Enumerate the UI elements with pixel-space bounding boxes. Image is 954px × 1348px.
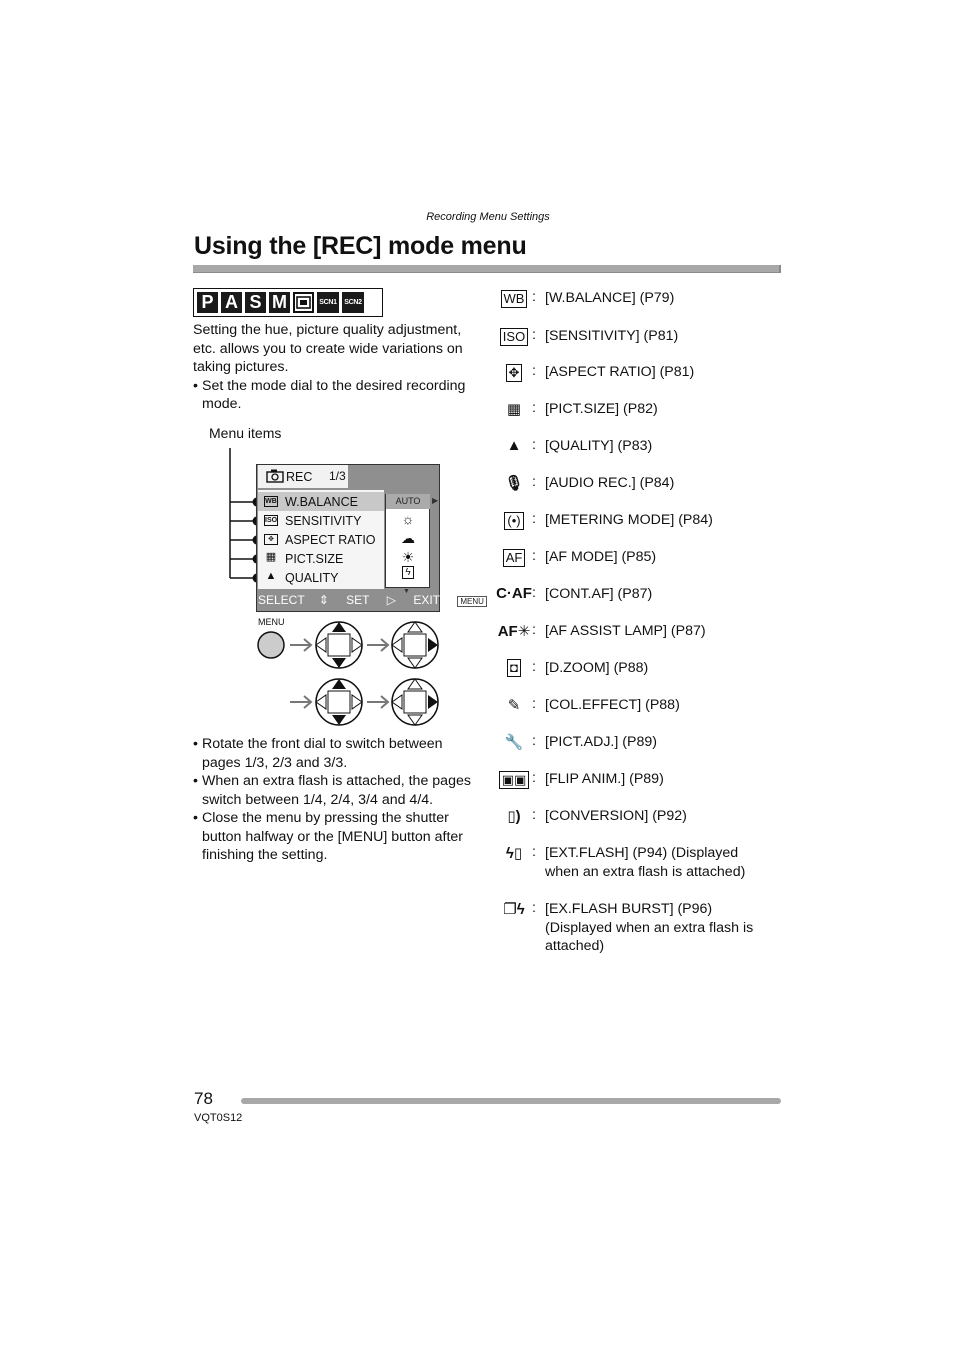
menu-entry: [SENSITIVITY] (P81) [545,328,679,344]
footer-rule [241,1098,781,1104]
note-item: • Close the menu by pressing the shutter button halfway or the [MENU] button after finishing the setting. [193,809,481,865]
ex-flash-burst-icon: ❐ϟ [503,901,525,918]
wb-icon: WB [499,290,529,308]
menu-button-label: MENU [258,617,285,627]
menu-entry: [CONT.AF] (P87) [545,586,653,602]
menu-entry: [PICT.ADJ.] (P89) [545,734,657,750]
title-rule [193,265,781,273]
lcd-footer [258,593,515,607]
wb-icon: WB [265,498,277,505]
running-header: Recording Menu Settings [426,211,550,223]
menu-entry: [FLIP ANIM.] (P89) [545,771,664,787]
cursor-pad-icon [316,679,362,725]
menu-entry: [EXT.FLASH] (P94) (Displayed when an extra flash is attached) [545,845,746,880]
cont-af-icon: C·AF [496,585,532,602]
lcd-item-label: SENSITIVITY [285,514,362,528]
page-title: Using the [REC] mode menu [194,232,527,260]
mode-m-icon: M [269,292,290,313]
sun-icon[interactable]: ☼ [401,511,415,527]
pict-size-icon: ▦ [265,551,277,563]
intro-text-block [193,321,481,414]
ext-flash-icon: ϟ▯ [505,845,523,862]
lcd-tab-label: REC [286,470,313,484]
cloud-icon[interactable]: ☁ [401,530,415,546]
col-effect-icon: ✎ [507,697,521,714]
flip-anim-icon: ▣▣ [499,771,529,789]
scene1-icon: SCN1 [317,292,339,313]
operation-sequence [255,618,445,728]
menu-entry: [METERING MODE] (P84) [545,512,713,528]
lcd-item-label: ASPECT RATIO [285,533,376,547]
lcd-item-label: QUALITY [285,571,339,585]
menu-entry: [D.ZOOM] (P88) [545,660,649,676]
submenu-right-arrow-icon: ▶ [432,496,439,505]
metering-icon: (•) [499,512,529,530]
lcd-footer-select: SELECT ⇕ [258,593,329,607]
mode-s-icon: S [245,292,266,313]
note-item: • Rotate the front dial to switch between pages 1/3, 2/3 and 3/3. [193,735,481,772]
microphone-icon: 🎙 [504,475,524,492]
mode-a-icon: A [221,292,242,313]
menu-entry: [CONVERSION] (P92) [545,808,687,824]
page-number: 78 [194,1089,213,1108]
mode-icon-strip [193,288,383,317]
intro-paragraph: Setting the hue, picture quality adjustment, etc. allows you to create wide variations on taking pictures. [193,322,463,375]
menu-entry: [W.BALANCE] (P79) [545,290,675,306]
submenu-down-arrow-icon: ▼ [403,588,410,595]
lcd-menu-item[interactable] [258,530,384,549]
menu-entry: [AF MODE] (P85) [545,549,657,565]
lcd-menu-item[interactable] [258,492,384,511]
lcd-footer-set: SET ▷ [346,593,396,607]
white-set-icon[interactable]: ϟ [386,567,430,578]
menu-entry: [EX.FLASH BURST] (P96) (Displayed when an extra flash is attached) [545,901,754,954]
menu-button-icon [258,632,284,658]
af-mode-icon: AF [499,549,529,567]
cursor-pad-icon [316,622,362,668]
wrench-icon: 🔧 [504,734,524,751]
lcd-item-label: W.BALANCE [285,495,358,509]
quality-icon: ▲ [506,437,522,454]
menu-entry: [AF ASSIST LAMP] (P87) [545,623,706,639]
camera-icon [266,469,284,483]
halogen-icon[interactable]: ☀ [401,549,415,565]
lcd-submenu-auto[interactable]: AUTO [386,494,430,509]
iso-icon: ISO [265,517,278,524]
cursor-pad-icon [392,679,438,725]
menu-items-callout-label: Menu items [209,425,282,441]
mode-p-icon: P [197,292,218,313]
menu-entry: [ASPECT RATIO] (P81) [545,364,695,380]
af-assist-icon: AF✳ [497,623,531,640]
menu-entry: [QUALITY] (P83) [545,438,653,454]
quality-icon: ▲ [265,570,277,582]
menu-entry: [AUDIO REC.] (P84) [545,475,675,491]
intro-bullet: • Set the mode dial to the desired recording mode. [193,377,481,414]
menu-entry: [COL.EFFECT] (P88) [545,697,680,713]
lcd-menu-item[interactable] [258,549,384,568]
lcd-page-indicator: 1/3 [329,469,346,483]
document-code: VQT0S12 [194,1112,243,1124]
aspect-ratio-icon: ✥ [499,364,529,382]
lcd-menu-item[interactable] [258,511,384,530]
pict-size-icon: ▦ [506,401,522,418]
lcd-menu-item[interactable] [258,568,384,587]
lcd-footer-exit: EXIT MENU [413,593,501,607]
motion-picture-icon [293,292,314,313]
scene2-icon: SCN2 [342,292,364,313]
cursor-pad-icon [392,622,438,668]
conversion-icon: ▯) [507,808,521,825]
iso-icon: ISO [499,328,529,346]
notes-list [193,735,481,865]
menu-entry: [PICT.SIZE] (P82) [545,401,658,417]
note-item: • When an extra flash is attached, the pages switch between 1/4, 2/4, 3/4 and 4/4. [193,772,481,809]
aspect-ratio-icon: ✥ [264,534,278,545]
lcd-item-label: PICT.SIZE [285,552,344,566]
menu-tag-icon: MENU [457,596,487,607]
d-zoom-icon: ◘ [499,659,529,677]
